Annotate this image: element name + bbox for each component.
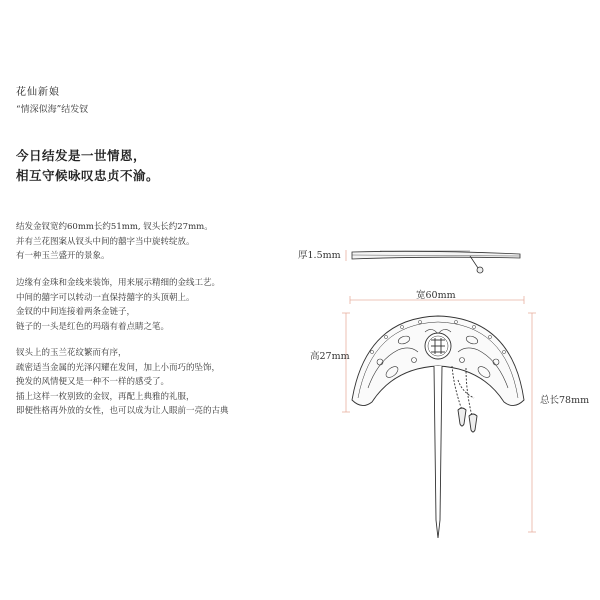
text-line: 即便性格再外放的女性，也可以成为让人眼前一亮的古典	[16, 406, 229, 416]
thickness-label: 厚1.5mm	[298, 250, 341, 261]
text-line: 插上这样一枚别致的金钗，再配上典雅的礼服，	[16, 391, 195, 402]
text-line: 边缘有金珠和金线来装饰，用来展示精细的金线工艺。	[16, 278, 221, 288]
text-line: 有一种玉兰盛开的景象。	[16, 251, 110, 261]
brand-name: 花仙新娘	[16, 87, 60, 98]
headline-line: 今日结发是一世情恩，	[16, 148, 147, 163]
text-line: 钗头上的玉兰花纹繁而有序，	[16, 348, 127, 358]
length-label: 总长78mm	[540, 395, 590, 406]
text-line: 并有兰花图案从钗头中间的囍字当中旋转绽放。	[16, 236, 195, 247]
width-label: 宽60mm	[416, 290, 456, 301]
text-line: 疏密适当金属的光泽闪耀在发间，加上小而巧的坠饰，	[16, 362, 221, 373]
height-label: 高27mm	[310, 351, 350, 362]
text-line: 中间的囍字可以转动一直保持囍字的头顶朝上。	[16, 292, 195, 303]
length-dimension-line	[528, 313, 536, 532]
text-line: 金钗的中间连接着两条金链子，	[16, 307, 136, 317]
side-view	[352, 251, 520, 273]
height-dimension-line	[342, 313, 350, 412]
text-line: 链子的一头是红色的玛瑙有着点睛之笔。	[16, 321, 170, 332]
text-line: 结发金钗宽约60mm长约51mm, 钗头长约27mm。	[16, 222, 213, 232]
product-subtitle: “情深似海”结发钗	[16, 105, 89, 115]
hairpin-front-view	[352, 316, 524, 538]
headline-line: 相互守候咏叹忠贞不渝。	[16, 168, 160, 183]
text-line: 挽发的风情便又是一种不一样的感受了。	[16, 377, 170, 387]
